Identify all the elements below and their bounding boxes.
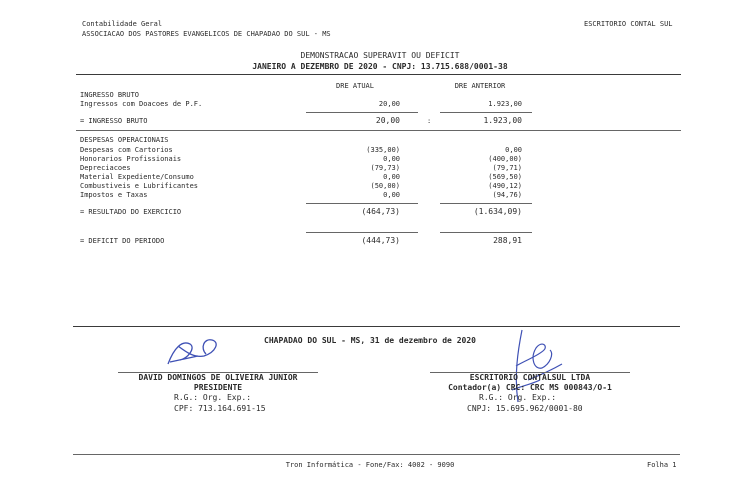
signature-left-icon — [160, 334, 230, 370]
row-value-previous: 1.923,00 — [488, 100, 522, 108]
expense-row-current: (335,00) — [366, 146, 400, 154]
report-subtitle: JANEIRO A DEZEMBRO DE 2020 - CNPJ: 13.715.688/0001-38 — [252, 62, 508, 71]
expense-row-previous: (94,76) — [492, 191, 522, 199]
col-header-previous: DRE ANTERIOR — [454, 82, 506, 90]
total-value-previous: 1.923,00 — [483, 116, 522, 125]
place-date: CHAPADAO DO SUL - MS, 31 de dezembro de 2020 — [264, 336, 476, 345]
header-entity-name: ASSOCIACAO DOS PASTORES EVANGELICOS DE CHAPADAO DO SUL - MS — [82, 30, 331, 38]
signer-right-doc: CNPJ: 15.695.962/0001-80 — [467, 404, 583, 413]
title-divider — [76, 74, 681, 75]
subtotal-line-previous — [440, 112, 532, 113]
subtotal-line-current — [306, 203, 418, 204]
result-value-current: (464,73) — [361, 207, 400, 216]
deficit-label: = DEFICIT DO PERIODO — [80, 237, 165, 245]
signer-left-doc: CPF: 713.164.691-15 — [174, 404, 266, 413]
report-title: DEMONSTRACAO SUPERAVIT OU DEFICIT — [300, 51, 460, 60]
expense-row-label: Depreciacoes — [80, 164, 131, 172]
section-heading-gross-income: INGRESSO BRUTO — [80, 91, 140, 99]
expense-row-current: 0,00 — [383, 173, 400, 181]
header-office-name: ESCRITORIO CONTAL SUL — [584, 20, 673, 28]
signer-left-role: PRESIDENTE — [193, 383, 243, 392]
section-heading-operating-expenses: DESPESAS OPERACIONAIS — [80, 136, 169, 144]
deficit-line-previous — [440, 232, 532, 233]
signer-left-rg: R.G.: Org. Exp.: — [174, 393, 252, 402]
footer-divider — [73, 454, 680, 455]
signer-left-name: DAVID DOMINGOS DE OLIVEIRA JUNIOR — [138, 373, 298, 382]
subtotal-line-current — [306, 112, 418, 113]
expense-row-label: Combustiveis e Lubrificantes — [80, 182, 199, 190]
expense-row-current: 0,00 — [383, 191, 400, 199]
expense-row-label: Despesas com Cartorios — [80, 146, 173, 154]
deficit-line-current — [306, 232, 418, 233]
expense-row-current: 0,00 — [383, 155, 400, 163]
expense-row-previous: 0,00 — [505, 146, 522, 154]
expense-row-previous: (79,71) — [492, 164, 522, 172]
expense-row-previous: (569,50) — [488, 173, 522, 181]
total-label-gross-income: = INGRESSO BRUTO — [80, 117, 148, 125]
expense-row-label: Honorarios Profissionais — [80, 155, 182, 163]
deficit-value-current: (444,73) — [361, 236, 400, 245]
row-value-current: 20,00 — [378, 100, 400, 108]
result-label: = RESULTADO DO EXERCICIO — [80, 208, 182, 216]
footer-software: Tron Informática - Fone/Fax: 4002 - 9090 — [285, 461, 455, 469]
signer-right-name: ESCRITORIO CONTALSUL LTDA — [469, 373, 591, 382]
expense-row-label: Impostos e Taxas — [80, 191, 148, 199]
signer-right-rg: R.G.: Org. Exp.: — [479, 393, 557, 402]
signer-right-role: Contador(a) CRC: CRC MS 000843/O-1 — [448, 383, 612, 392]
row-label: Ingressos com Doacoes de P.F. — [80, 100, 203, 108]
signature-block-divider — [73, 326, 680, 327]
expense-row-previous: (400,00) — [488, 155, 522, 163]
section-divider — [76, 130, 681, 131]
col-header-current: DRE ATUAL — [336, 82, 374, 90]
header-section-label: Contabilidade Geral — [82, 20, 163, 28]
expense-row-current: (79,73) — [370, 164, 400, 172]
expense-row-label: Material Expediente/Consumo — [80, 173, 194, 181]
total-mark: : — [427, 117, 432, 125]
subtotal-line-previous — [440, 203, 532, 204]
deficit-value-previous: 288,91 — [493, 236, 522, 245]
total-value-current: 20,00 — [375, 116, 400, 125]
expense-row-current: (50,00) — [370, 182, 400, 190]
result-value-previous: (1.634,09) — [473, 207, 522, 216]
expense-row-previous: (490,12) — [488, 182, 522, 190]
footer-page-number: Folha 1 — [647, 461, 677, 469]
